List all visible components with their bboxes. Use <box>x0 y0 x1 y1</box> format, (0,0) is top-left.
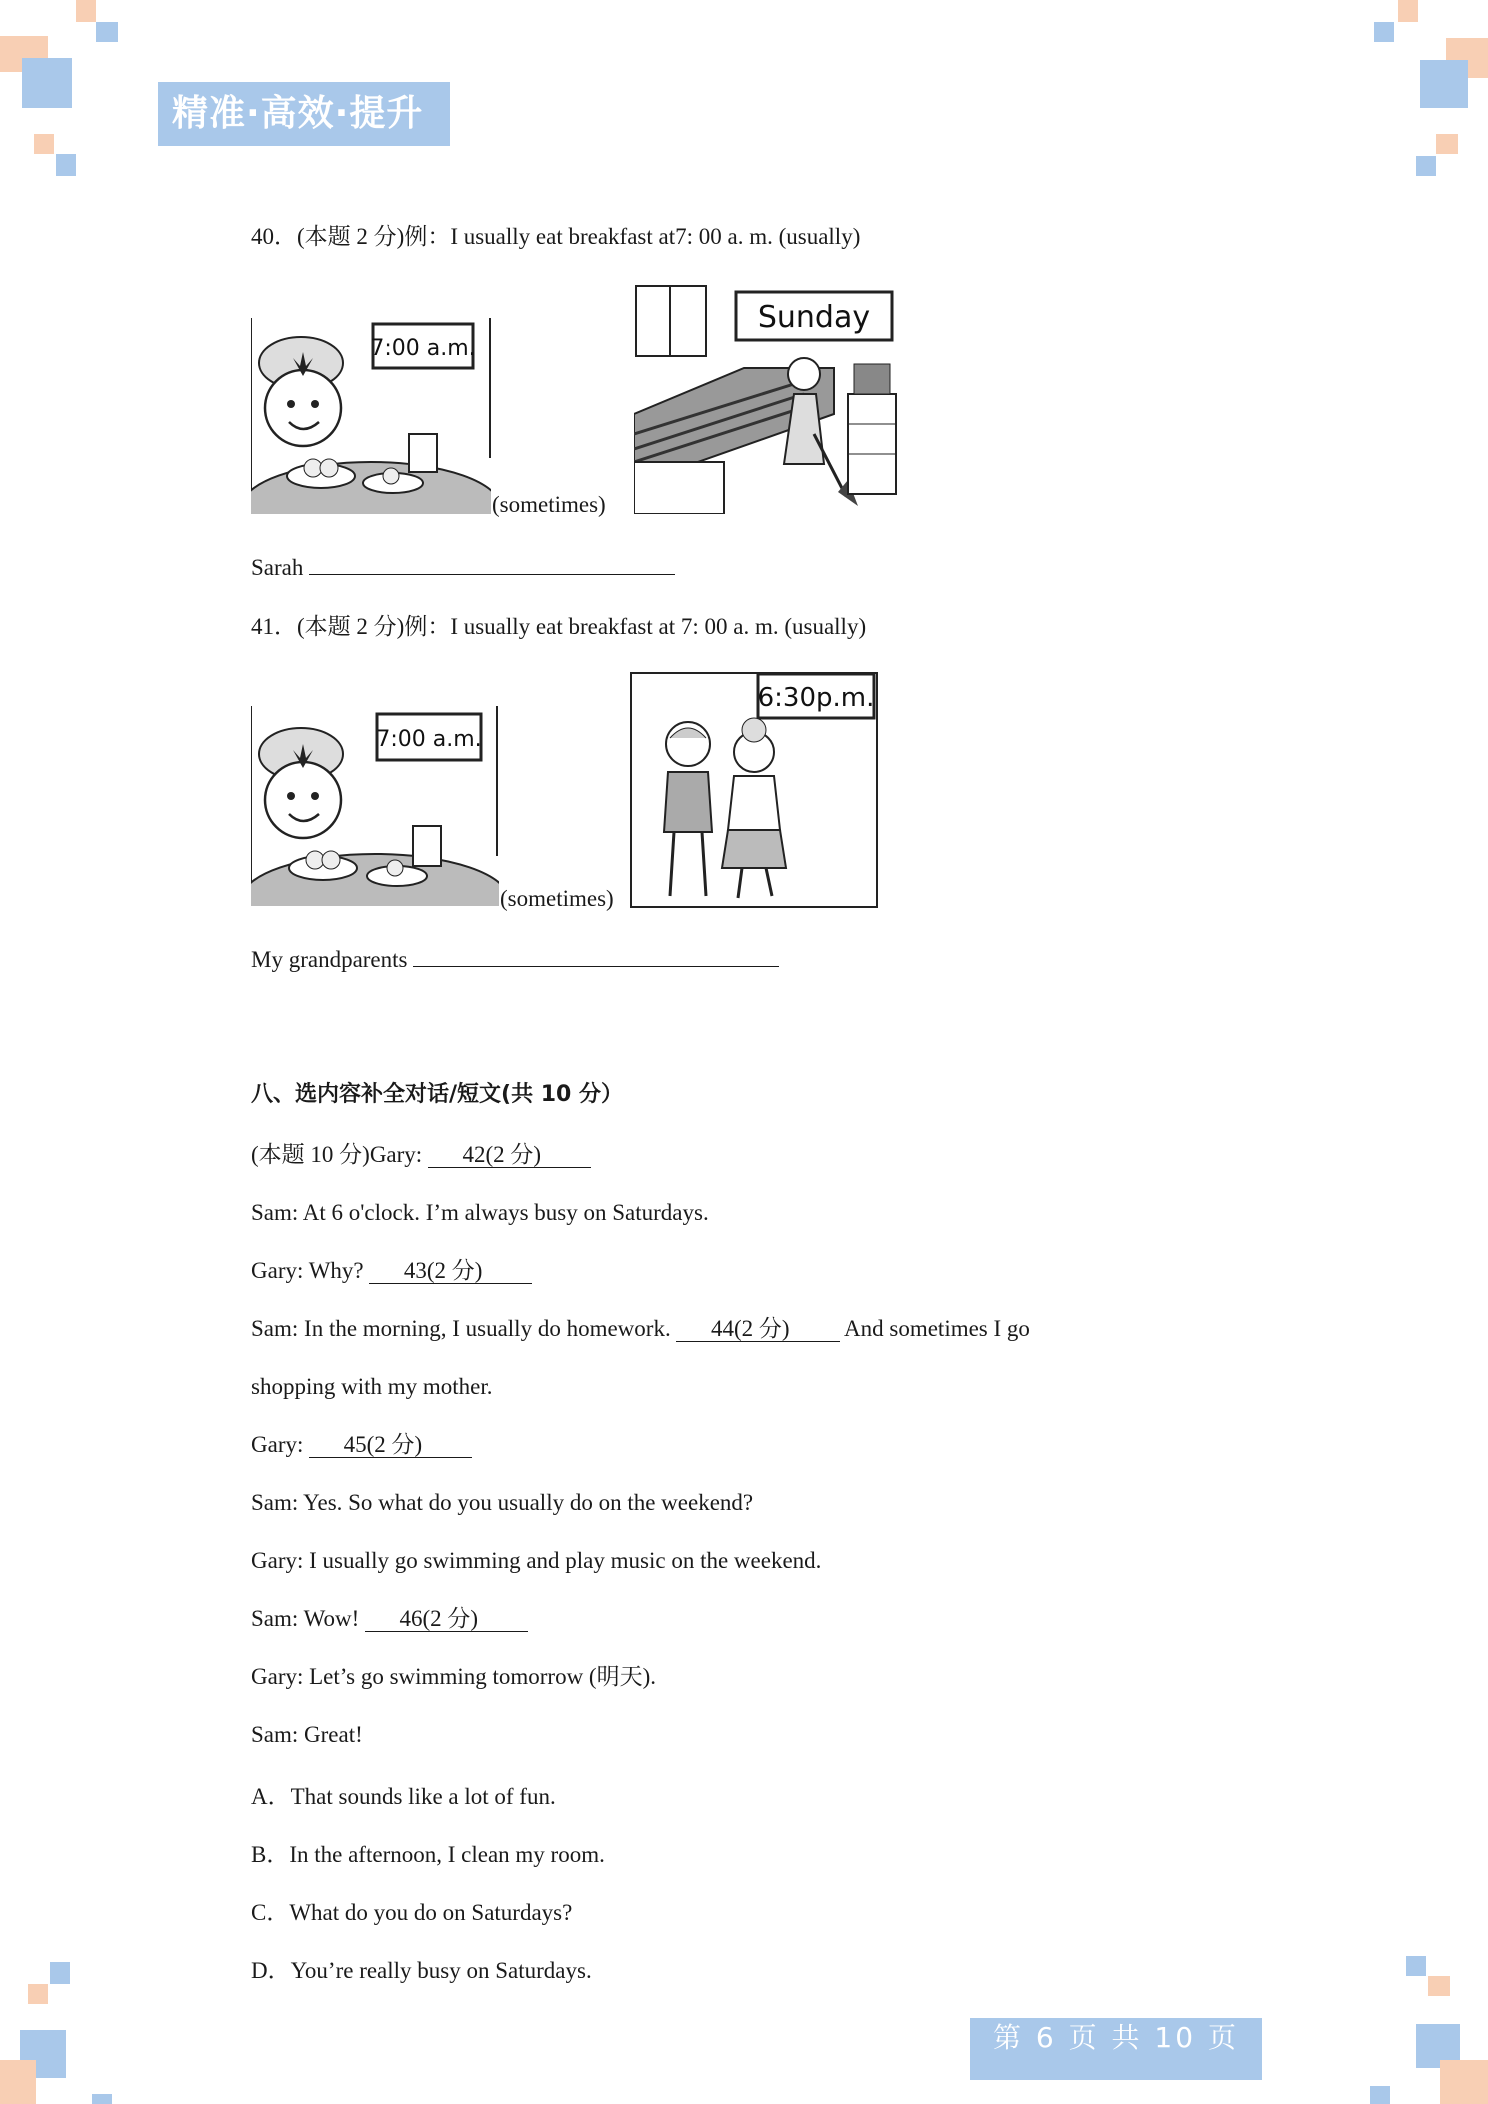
dialogue-line: shopping with my mother. <box>251 1374 493 1399</box>
corner-decor <box>1374 22 1394 42</box>
dialogue-line <box>251 1604 528 1634</box>
corner-decor <box>1398 0 1418 22</box>
q40-answer-blank[interactable] <box>309 552 675 575</box>
blank-43-label: 43(2 分) <box>403 1258 483 1283</box>
q41-answer-blank[interactable] <box>413 944 779 967</box>
q40-prompt: 40．(本题 2 分)例：I usually eat breakfast at7: 00 a. m. (usually) <box>251 224 861 249</box>
dialogue-prefix: Gary: Why? <box>251 1258 364 1283</box>
q41-clock-label: 7:00 a.m. <box>376 727 482 752</box>
dialogue-line <box>251 1314 1030 1344</box>
q40-example-picture <box>251 318 491 514</box>
corner-decor <box>56 154 76 176</box>
blank-44[interactable] <box>676 1316 839 1342</box>
dialogue-prefix: Sam: In the morning, I usually do homework. <box>251 1316 671 1341</box>
blank-42-label: 42(2 分) <box>462 1142 542 1167</box>
section8-heading: 八、选内容补全对话/短文(共 10 分） <box>251 1082 624 1107</box>
option-a: A．That sounds like a lot of fun. <box>251 1784 556 1809</box>
dialogue-line: Sam: Yes. So what do you usually do on the weekend? <box>251 1490 754 1515</box>
q40-answer-line <box>251 552 675 583</box>
corner-decor <box>22 58 72 108</box>
corner-decor <box>1406 1956 1426 1976</box>
page-counter: 第 6 页 共 10 页 <box>970 2018 1262 2080</box>
option-d: D．You’re really busy on Saturdays. <box>251 1958 592 1983</box>
q40-clock-label: 7:00 a.m. <box>370 336 476 361</box>
q41-answer-line <box>251 944 779 975</box>
dialogue-line <box>251 1256 532 1286</box>
dialogue-line: Gary: I usually go swimming and play music on the weekend. <box>251 1548 822 1573</box>
option-b: B．In the afternoon, I clean my room. <box>251 1842 605 1867</box>
dialogue-line: Gary: Let’s go swimming tomorrow (明天). <box>251 1664 657 1689</box>
blank-46-label: 46(2 分) <box>399 1606 479 1631</box>
dialogue-prefix: Gary: <box>251 1432 304 1457</box>
corner-decor <box>28 1984 48 2004</box>
q40-sunday-picture <box>634 284 900 514</box>
q41-prompt: 41．(本题 2 分)例：I usually eat breakfast at 7: 00 a. m. (usually) <box>251 614 867 639</box>
blank-42[interactable] <box>428 1142 591 1168</box>
corner-decor <box>1420 60 1468 108</box>
corner-decor <box>1436 134 1458 154</box>
blank-44-label: 44(2 分) <box>710 1316 790 1341</box>
q41-grandparents-picture <box>630 672 878 908</box>
corner-decor <box>0 2060 36 2104</box>
corner-decor <box>1416 156 1436 176</box>
dialogue-prefix: Sam: Wow! <box>251 1606 360 1631</box>
q41-freq-label: (sometimes) <box>500 886 614 911</box>
brand-banner: 精准·高效·提升 <box>158 82 450 146</box>
q41-answer-prefix: My grandparents <box>251 947 408 972</box>
corner-decor <box>1370 2086 1390 2104</box>
blank-45-label: 45(2 分) <box>343 1432 423 1457</box>
dialogue-line: Sam: Great! <box>251 1722 363 1747</box>
corner-decor <box>76 0 96 22</box>
blank-46[interactable] <box>365 1606 528 1632</box>
dialogue-suffix: And sometimes I go <box>844 1316 1030 1341</box>
section8-intro-line <box>251 1140 591 1170</box>
option-c: C．What do you do on Saturdays? <box>251 1900 573 1925</box>
section8-intro: (本题 10 分)Gary: <box>251 1142 423 1167</box>
corner-decor <box>1428 1976 1450 1996</box>
blank-43[interactable] <box>369 1258 532 1284</box>
dialogue-line <box>251 1430 472 1460</box>
corner-decor <box>50 1962 70 1984</box>
corner-decor <box>34 134 54 154</box>
q40-freq-label: (sometimes) <box>492 492 606 517</box>
blank-45[interactable] <box>309 1432 472 1458</box>
q40-day-sign: Sunday <box>757 300 871 335</box>
q41-example-picture <box>251 706 499 906</box>
q40-answer-prefix: Sarah <box>251 555 304 580</box>
q41-time-sign: 6:30p.m. <box>757 683 875 713</box>
dialogue-line: Sam: At 6 o'clock. I’m always busy on Saturdays. <box>251 1200 709 1225</box>
corner-decor <box>92 2094 112 2104</box>
corner-decor <box>1440 2060 1488 2104</box>
corner-decor <box>96 22 118 42</box>
